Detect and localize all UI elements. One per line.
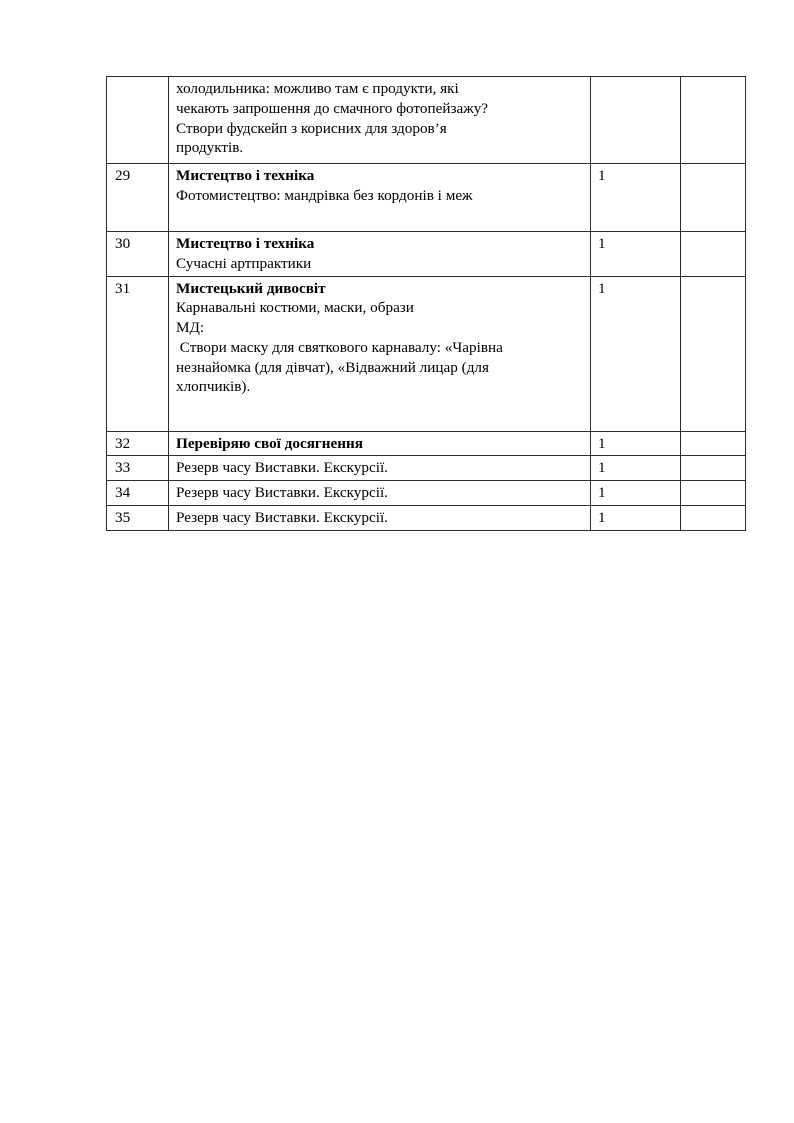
cell-topic (169, 164, 591, 232)
cell-number: 32 (107, 431, 169, 456)
cell-notes (681, 431, 746, 456)
topic-title: Мистецький дивосвіт (176, 279, 326, 297)
topic-line: Фотомистецтво: мандрівка без кордонів і меж (176, 186, 473, 204)
topic-line: Створи маску для святкового карнавалу: «Чарівна (176, 338, 503, 356)
cell-hours: 1 (591, 505, 681, 530)
topic-line: Резерв часу Виставки. Екскурсії. (176, 459, 388, 477)
cell-notes (681, 481, 746, 506)
cell-hours: 1 (591, 276, 681, 431)
cell-topic (169, 276, 591, 431)
cell-notes (681, 456, 746, 481)
cell-notes (681, 77, 746, 164)
cell-notes (681, 276, 746, 431)
cell-topic (169, 456, 591, 481)
topic-line: МД: (176, 319, 205, 336)
cell-hours: 1 (591, 481, 681, 506)
topic-line: хлопчиків). (176, 378, 251, 396)
topic-line: Створи фудскейп з корисних для здоров’я (176, 119, 447, 137)
topic-line: незнайомка (для дівчат), «Відважний лицар (для (176, 358, 489, 376)
table-row (107, 164, 746, 232)
cell-number: 29 (107, 164, 169, 232)
cell-topic (169, 232, 591, 277)
table-row (107, 456, 746, 481)
table-row (107, 431, 746, 456)
cell-topic (169, 505, 591, 530)
topic-line: Сучасні артпрактики (176, 254, 312, 272)
cell-notes (681, 505, 746, 530)
cell-topic (169, 77, 591, 164)
table-body (107, 77, 746, 531)
cell-hours: 1 (591, 456, 681, 481)
topic-line: Резерв часу Виставки. Екскурсії. (176, 484, 388, 501)
cell-number (107, 77, 169, 164)
cell-hours: 1 (591, 164, 681, 232)
topic-line: Карнавальні костюми, маски, образи (176, 299, 414, 317)
cell-hours: 1 (591, 431, 681, 456)
table-row (107, 481, 746, 506)
topic-line: чекають запрошення до смачного фотопейзажу? (176, 99, 489, 117)
cell-notes (681, 232, 746, 277)
cell-topic (169, 431, 591, 456)
cell-number: 34 (107, 481, 169, 506)
table-row (107, 77, 746, 164)
cell-topic (169, 481, 591, 506)
table-row (107, 505, 746, 530)
topic-line: продуктів. (176, 139, 244, 157)
cell-hours (591, 77, 681, 164)
cell-number: 35 (107, 505, 169, 530)
lesson-plan-table (106, 76, 746, 531)
topic-title: Мистецтво і техніка (176, 167, 315, 184)
topic-line: Резерв часу Виставки. Екскурсії. (176, 508, 388, 526)
cell-number: 31 (107, 276, 169, 431)
topic-title: Перевіряю свої досягнення (176, 434, 364, 452)
table-row (107, 232, 746, 277)
cell-number: 33 (107, 456, 169, 481)
topic-line: холодильника: можливо там є продукти, які (176, 80, 459, 97)
topic-title: Мистецтво і техніка (176, 235, 315, 252)
cell-notes (681, 164, 746, 232)
table-row (107, 276, 746, 431)
cell-number: 30 (107, 232, 169, 277)
cell-hours: 1 (591, 232, 681, 277)
